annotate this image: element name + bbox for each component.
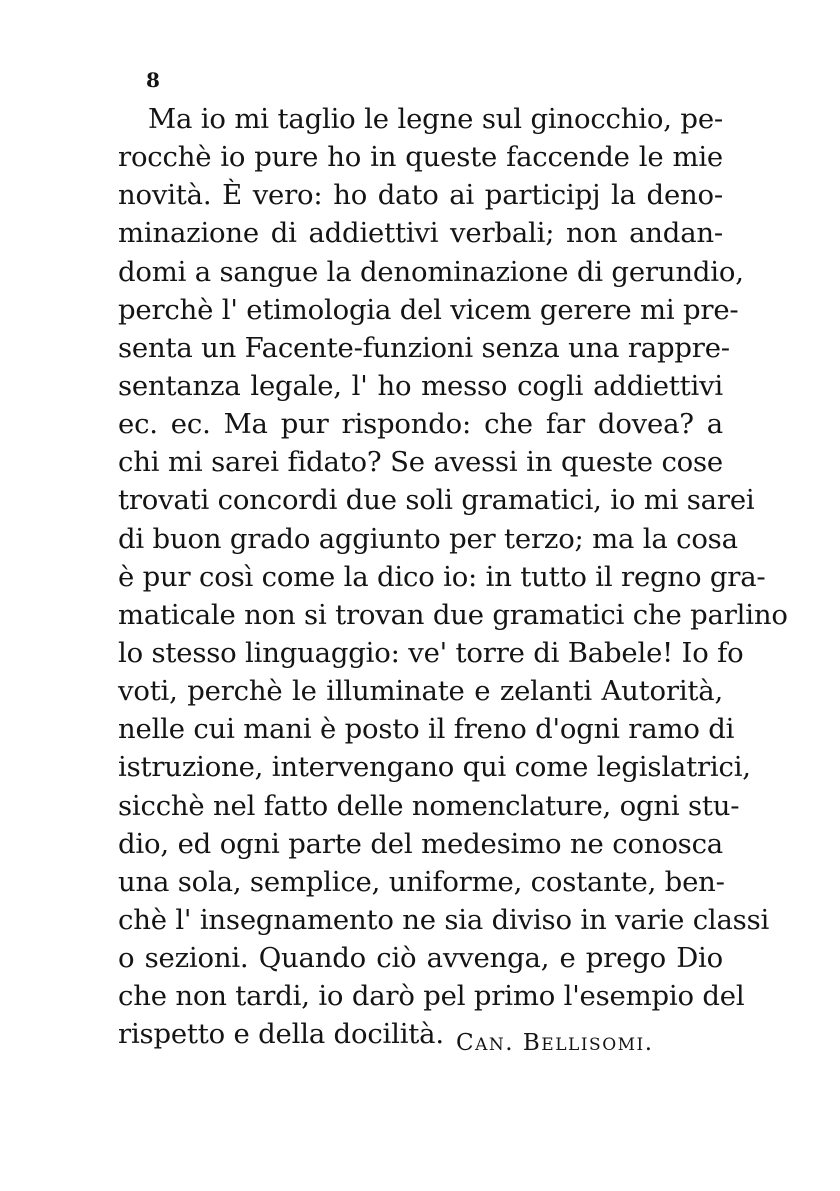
page-number: 8: [146, 68, 160, 92]
text-line: domi a sangue la denominazione di gerundio,: [118, 255, 744, 288]
text-line: novità. È vero: ho dato ai participj la deno-: [118, 179, 723, 212]
text-line: ec. ec. Ma pur rispondo: che far dovea? a: [118, 408, 723, 441]
text-line: senta un Facente-funzioni senza una rappre-: [118, 331, 730, 364]
text-line: è pur così come la dico io: in tutto il regno gra-: [118, 560, 766, 593]
text-line: Ma io mi taglio le legne sul ginocchio, pe-: [148, 103, 723, 135]
text-line: chè l' insegnamento ne sia diviso in varie classi: [118, 903, 770, 936]
text-line: nelle cui mani è posto il freno d'ogni ramo di: [118, 713, 735, 746]
text-line: rocchè io pure ho in queste faccende le mie: [118, 141, 723, 174]
body-text: [118, 100, 788, 1054]
text-line: rispetto e della docilità.: [118, 1018, 444, 1051]
text-line: perchè l' etimologia del vicem gerere mi pre-: [118, 293, 739, 326]
text-line: minazione di addiettivi verbali; non andan-: [118, 217, 723, 250]
text-line: lo stesso linguaggio: ve' torre di Babele! Io fo: [118, 636, 744, 669]
text-line: sicchè nel fatto delle nomenclature, ogni stu-: [118, 789, 740, 822]
text-line: o sezioni. Quando ciò avvenga, e prego Dio: [118, 942, 723, 975]
text-line: trovati concordi due soli gramatici, io mi sarei: [118, 484, 755, 517]
text-line: maticale non si trovan due gramatici che parlino: [118, 598, 788, 631]
text-line: dio, ed ogni parte del medesimo ne conosca: [118, 827, 723, 860]
text-line: una sola, semplice, uniforme, costante, ben-: [118, 865, 725, 898]
text-line: voti, perchè le illuminate e zelanti Autorità,: [118, 675, 723, 708]
text-line: sentanza legale, l' ho messo cogli addiettivi: [118, 369, 723, 402]
text-line: che non tardi, io darò pel primo l'esempio del: [118, 980, 745, 1013]
text-line: istruzione, intervengano qui come legislatrici,: [118, 751, 751, 784]
text-line: di buon grado aggiunto per terzo; ma la cosa: [118, 522, 738, 555]
signature: CAN. BELLISOMI.: [456, 1030, 654, 1056]
text-line: chi mi sarei fidato? Se avessi in queste cose: [118, 446, 723, 479]
